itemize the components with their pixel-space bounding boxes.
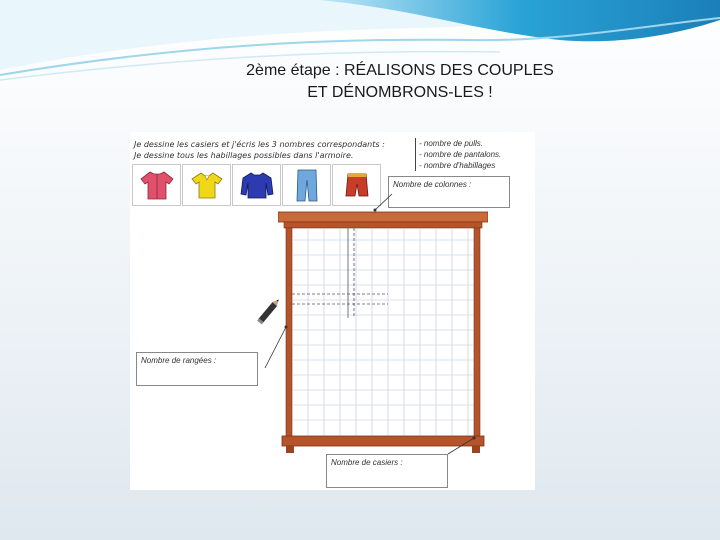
pencil-icon <box>252 294 286 328</box>
worksheet-image <box>130 132 535 490</box>
rows-count-box <box>136 352 258 386</box>
title-line-1: 2ème étape : RÉALISONS DES COUPLES <box>246 62 554 79</box>
slide-title <box>150 60 650 104</box>
pointer-lines <box>130 132 535 490</box>
legend-item: - nombre de pulls. <box>419 139 484 148</box>
rows-count-label: Nombre de rangées : <box>141 356 217 365</box>
instruction-line: Je dessine tous les habillages possibles dans l'armoire. <box>134 151 354 160</box>
casiers-count-label: Nombre de casiers : <box>331 458 403 467</box>
columns-count-label: Nombre de colonnes : <box>393 180 472 189</box>
casiers-count-box <box>326 454 448 488</box>
title-line-2: ET DÉNOMBRONS-LES ! <box>307 84 493 101</box>
legend-item: - nombre de pantalons. <box>419 150 502 159</box>
instruction-line: Je dessine les casiers et j'écris les 3 nombres correspondants : <box>134 140 385 149</box>
legend-item: - nombre d'habillages <box>419 161 496 170</box>
